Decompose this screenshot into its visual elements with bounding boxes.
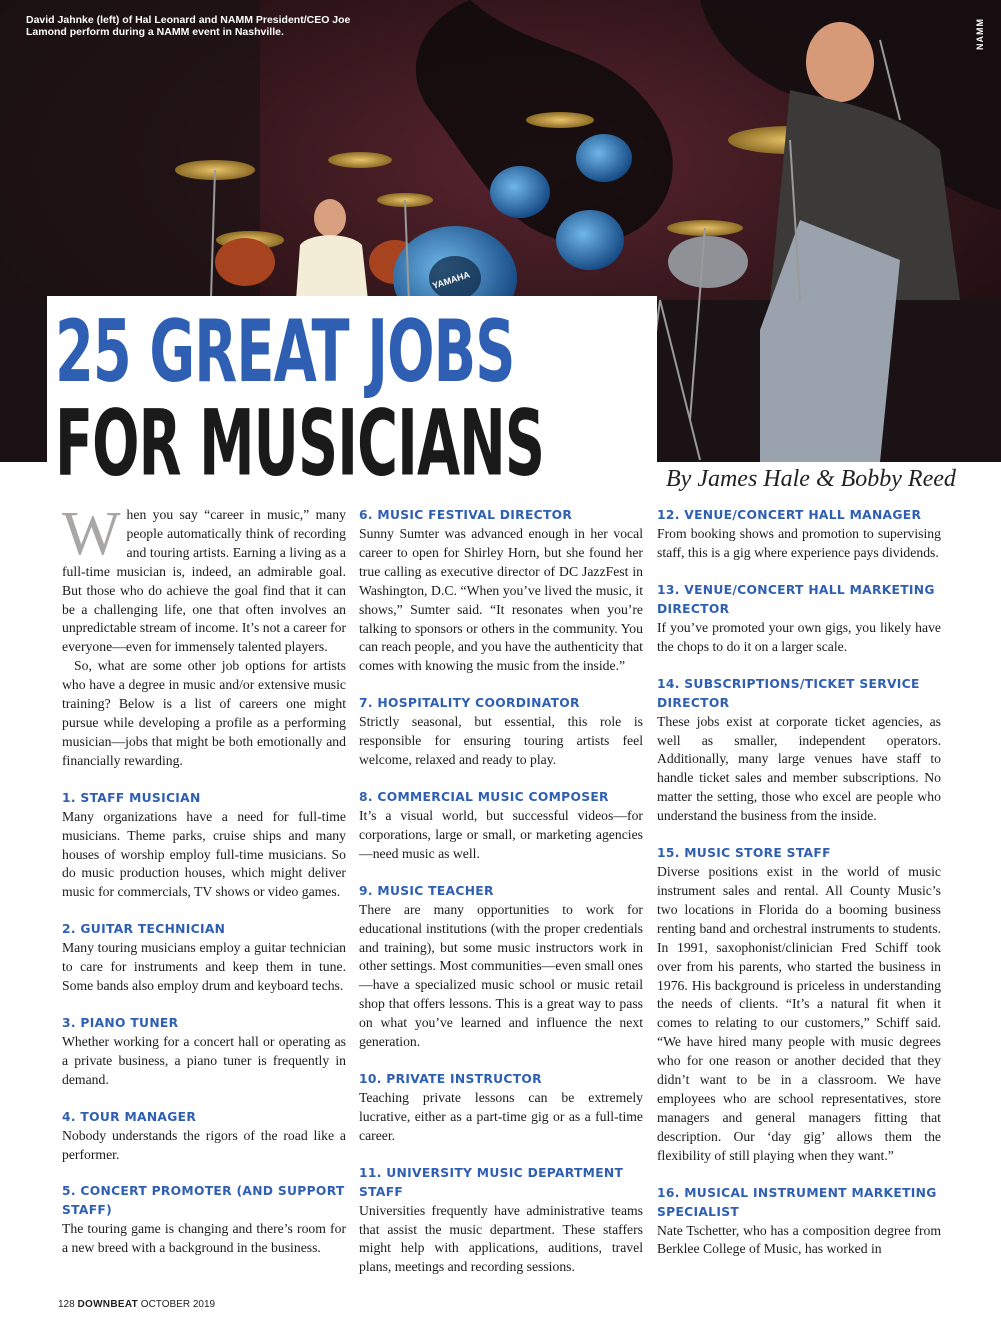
- job-text: Diverse positions exist in the world of music instrument sales and rental. All County Music’s two locations in Florida do a booming business renting band and orchestral instruments to students. In 1991, saxophonist/clinician Fred Schiff took over from his parents, who started the business in 1976. His background is priceless in understanding the needs of clients. “It’s a natural fit when it comes to relating to our customers,” Schiff said. “We have hired many people with music degrees who for one reason or another decided that they didn’t want to be in a classroom. We have employees who are school representatives, store managers and general managers fitting that description. Our ‘day gig’ allows them the flexibility of still playing when they want.”: [657, 864, 941, 1163]
- job-heading: 3. PIANO TUNER: [62, 1015, 179, 1030]
- job-text: Whether working for a concert hall or operating as a private business, a piano tuner is frequently in demand.: [62, 1033, 346, 1087]
- job-heading: 13. VENUE/CONCERT HALL MARKETING DIRECTOR: [657, 582, 935, 616]
- drop-cap: W: [62, 500, 121, 568]
- job-text: Universities frequently have administrative teams that assist the music department. These staffers might help with applications, auditions, travel plans, meetings and recording sessions.: [359, 1202, 643, 1275]
- job-text: There are many opportunities to work for educational institutions (with the proper credentials and training), but some music instructors work in other settings. Most communities—even small ones—have a specialized music school or music retail shop that offers lessons. This is a great way to pass on what you’ve learned and influence the next generation.: [359, 901, 643, 1050]
- job-heading: 2. GUITAR TECHNICIAN: [62, 922, 226, 937]
- headline-box: [47, 296, 657, 498]
- column-1: [62, 500, 346, 1258]
- photo-credit: NAMM: [975, 18, 985, 50]
- issue-date: OCTOBER 2019: [140, 1299, 216, 1310]
- job-text: Nobody understands the rigors of the road like a performer.: [62, 1127, 346, 1162]
- job-heading: 7. HOSPITALITY COORDINATOR: [359, 696, 580, 711]
- headline-line-1: 25 GREAT JOBS: [55, 301, 515, 402]
- job-text: Strictly seasonal, but essential, this role is responsible for ensuring touring artists feel welcome, relaxed and ready to play.: [359, 714, 643, 768]
- job-heading: 10. PRIVATE INSTRUCTOR: [359, 1071, 542, 1086]
- column-3: [657, 506, 941, 1259]
- photo-caption: David Jahnke (left) of Hal Leonard and NAMM President/CEO Joe Lamond perform during a NAMM event in Nashville.: [26, 14, 351, 38]
- page-number: 128: [58, 1299, 75, 1310]
- job-heading: 8. COMMERCIAL MUSIC COMPOSER: [359, 789, 609, 804]
- headline-line-2: FOR MUSICIANS: [55, 392, 545, 498]
- intro-paragraph-2: So, what are some other job options for artists who have a degree in music and/or extensive music training? Below is a list of careers one might pursue while developing a profile as a performing musician—jobs that might be both emotionally and financially rewarding.: [62, 658, 346, 768]
- job-heading: 1. STAFF MUSICIAN: [62, 790, 201, 805]
- job-heading: 4. TOUR MANAGER: [62, 1109, 197, 1124]
- job-heading: 9. MUSIC TEACHER: [359, 883, 494, 898]
- job-text: The touring game is changing and there’s room for a new breed with a background in the business.: [62, 1221, 346, 1256]
- job-text: Teaching private lessons can be extremely lucrative, either as a part-time gig or as a full-time career.: [359, 1089, 643, 1143]
- job-heading: 5. CONCERT PROMOTER (AND SUPPORT STAFF): [62, 1184, 345, 1218]
- job-text: These jobs exist at corporate ticket agencies, as well as smaller, independent operators. Additionally, many large venues have staff to handle ticket sales and member subscriptions. No matter the setting, those who excel are people who understand the business from the inside.: [657, 713, 941, 824]
- job-text: It’s a visual world, but successful videos—for corporations, large or small, or marketing agencies—need music as well.: [359, 807, 643, 861]
- job-heading: 6. MUSIC FESTIVAL DIRECTOR: [359, 508, 573, 522]
- job-text: If you’ve promoted your own gigs, you likely have the chops to do it on a larger scale.: [657, 619, 941, 654]
- job-heading: 14. SUBSCRIPTIONS/TICKET SERVICE DIRECTOR: [657, 676, 920, 710]
- job-text: From booking shows and promotion to supervising staff, this is a gig where experience pays dividends.: [657, 526, 941, 560]
- intro-paragraph-1: [62, 500, 346, 657]
- drum-brand-label: YAMAHA: [431, 269, 472, 291]
- job-text: Many organizations have a need for full-time musicians. Theme parks, cruise ships and many houses of worship employ full-time musicians. So do music production houses, which might deliver music for commercials, TV shows or video games.: [62, 808, 346, 900]
- job-heading: 15. MUSIC STORE STAFF: [657, 846, 831, 861]
- job-text: Sunny Sumter was advanced enough in her vocal career to open for Shirley Horn, but she found her true calling as executive director of DC JazzFest in Washington, D.C. “When you’ve lived the music, it shows,” Sumter said. “It resonates when you’re talking to sponsors or others in the community. You can reach people, and you have the authenticity that comes with knowing the music from the inside.”: [359, 526, 643, 674]
- job-text: Nate Tschetter, who has a composition degree from Berklee College of Music, has worked in: [657, 1222, 941, 1257]
- byline: By James Hale & Bobby Reed: [666, 466, 956, 492]
- intro-paragraph-1-text: hen you say “career in music,” many people automatically think of recording and touring artists. Earning a living as a full-time musician is, indeed, an admirable goal. But those who do achieve the goal find that it can be a challenging life, one that often involves an unpredictable stream of income. It’s not a career for everyone—even for immensely talented players.: [62, 507, 346, 655]
- job-heading: 12. VENUE/CONCERT HALL MANAGER: [657, 508, 922, 522]
- job-text: Many touring musicians employ a guitar technician to care for instruments and keep them in tune. Some bands also employ drum and keyboard techs.: [62, 940, 346, 994]
- page-folio: [58, 1299, 215, 1310]
- magazine-name: DOWNBEAT: [77, 1299, 139, 1310]
- job-heading: 11. UNIVERSITY MUSIC DEPARTMENT STAFF: [359, 1165, 624, 1199]
- job-heading: 16. MUSICAL INSTRUMENT MARKETING SPECIALIST: [657, 1185, 937, 1219]
- column-2: [359, 506, 643, 1277]
